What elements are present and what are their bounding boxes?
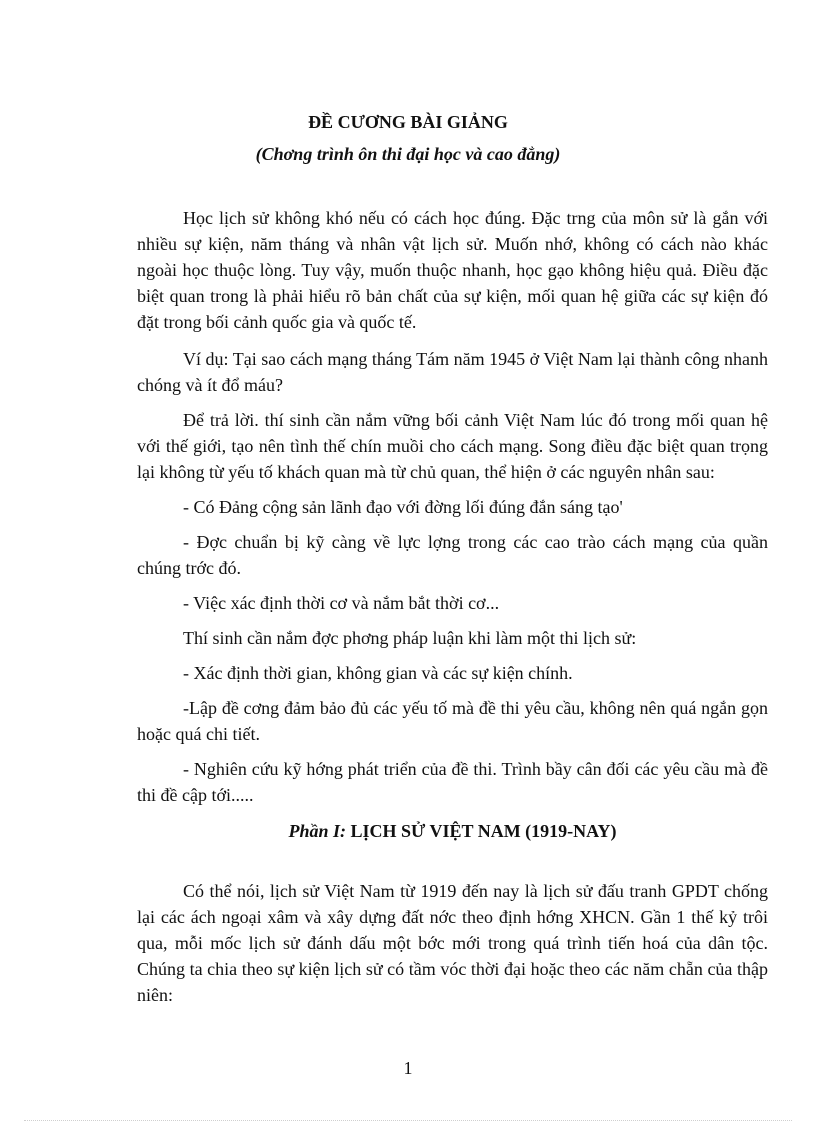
list-item: - Có Đảng cộng sản lãnh đạo với đờng lối đúng đắn sáng tạo'	[183, 497, 623, 517]
part-heading	[137, 818, 768, 844]
list-item: - Xác định thời gian, không gian và các sự kiện chính.	[183, 663, 573, 683]
document-subtitle: (Chơng trình ôn thi đại học và cao đẳng)	[255, 144, 561, 164]
document-body	[137, 205, 768, 1019]
page-bottom-divider	[24, 1120, 792, 1121]
part-intro-paragraph: Có thể nói, lịch sử Việt Nam từ 1919 đến nay là lịch sử đấu tranh GPDT chống lại các ách ngoại xâm và xây dựng đất nớc theo định hớng XHCN. Gần 1 thế kỷ trôi qua, mỗi mốc lịch sử đánh dấu một bớc mới trong quá trình tiến hoá của dân tộc. Chúng ta chia theo sự kiện lịch sử có tầm vóc thời đại hoặc theo các năm chẵn của thập niên:	[137, 881, 768, 1005]
page-number: 1	[403, 1058, 413, 1078]
intro-paragraph: Học lịch sử không khó nếu có cách học đúng. Đặc trng của môn sử là gắn với nhiều sự kiện, năm tháng và nhân vật lịch sử. Muốn nhớ, không có cách nào khác ngoài học thuộc lòng. Tuy vậy, muốn thuộc nhanh, học gạo không hiệu quả. Điều đặc biệt quan trong là phải hiểu rõ bản chất của sự kiện, mối quan hệ giữa các sự kiện đó đặt trong bối cảnh quốc gia và quốc tế.	[137, 208, 768, 332]
document-title: ĐỀ CƯƠNG BÀI GIẢNG	[308, 112, 508, 132]
list-item: - Việc xác định thời cơ và nắm bắt thời cơ...	[183, 593, 500, 613]
list-item: -Lập đề cơng đảm bảo đủ các yếu tố mà đề thi yêu cầu, không nên quá ngắn gọn hoặc quá chi tiết.	[137, 698, 768, 744]
list-item: - Nghiên cứu kỹ hớng phát triển của đề thi. Trình bầy cân đối các yêu cầu mà đề thi đề cập tới.....	[137, 759, 768, 805]
answer-paragraph: Để trả lời. thí sinh cần nắm vững bối cảnh Việt Nam lúc đó trong mối quan hệ với thế giới, tạo nên tình thế chín muồi cho cách mạng. Song điều đặc biệt quan trọng lại không từ yếu tố khách quan mà từ chủ quan, thể hiện ở các nguyên nhân sau:	[137, 410, 768, 482]
list-item: - Đợc chuẩn bị kỹ càng về lực lợng trong các cao trào cách mạng của quần chúng trớc đó.	[137, 532, 768, 578]
example-question: Ví dụ: Tại sao cách mạng tháng Tám năm 1945 ở Việt Nam lại thành công nhanh chóng và ít đổ máu?	[137, 349, 768, 395]
methodology-intro: Thí sinh cần nắm đợc phơng pháp luận khi làm một thi lịch sử:	[183, 628, 637, 648]
part-title: LỊCH SỬ VIỆT NAM (1919-NAY)	[350, 821, 617, 841]
part-label: Phần I:	[288, 821, 346, 841]
